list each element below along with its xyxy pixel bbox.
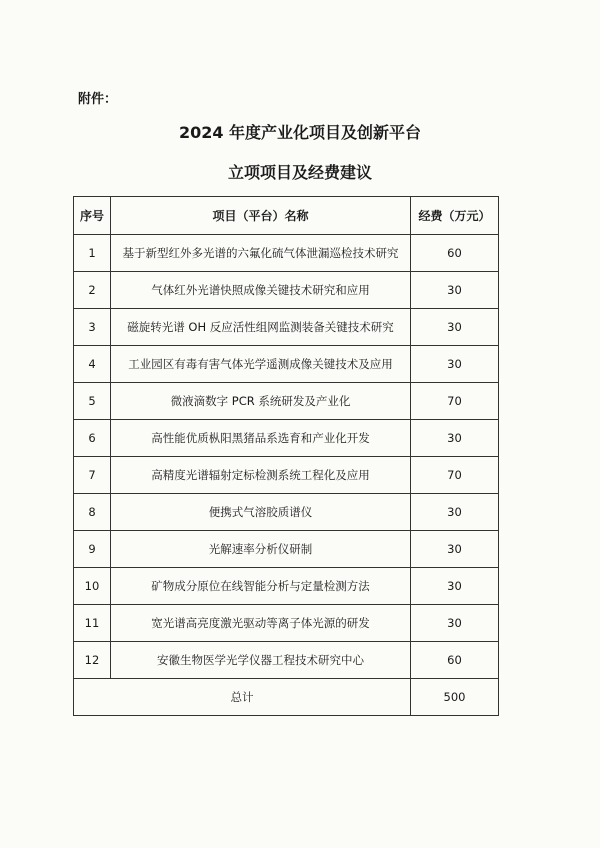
table-total-row <box>74 679 499 716</box>
funding-amount: 70 <box>411 457 499 494</box>
table-row <box>74 235 499 272</box>
funding-amount: 30 <box>411 346 499 383</box>
project-name: 基于新型红外多光谱的六氟化硫气体泄漏巡检技术研究 <box>111 235 411 272</box>
row-number: 12 <box>74 642 111 679</box>
header-funding: 经费（万元） <box>411 197 499 235</box>
funding-amount: 30 <box>411 309 499 346</box>
project-name: 工业园区有毒有害气体光学遥测成像关键技术及应用 <box>111 346 411 383</box>
table-row <box>74 605 499 642</box>
project-name: 宽光谱高亮度激光驱动等离子体光源的研发 <box>111 605 411 642</box>
funding-amount: 30 <box>411 605 499 642</box>
attachment-label: 附件： <box>78 92 118 107</box>
funding-amount: 30 <box>411 420 499 457</box>
row-number: 11 <box>74 605 111 642</box>
table-row <box>74 457 499 494</box>
row-number: 7 <box>74 457 111 494</box>
table-row <box>74 309 499 346</box>
project-funding-table <box>73 196 499 716</box>
project-name: 高精度光谱辐射定标检测系统工程化及应用 <box>111 457 411 494</box>
funding-amount: 30 <box>411 568 499 605</box>
table-header-row <box>74 197 499 235</box>
table-row <box>74 642 499 679</box>
project-name: 便携式气溶胶质谱仪 <box>111 494 411 531</box>
project-name: 高性能优质枞阳黑猪品系选育和产业化开发 <box>111 420 411 457</box>
table-row <box>74 346 499 383</box>
row-number: 5 <box>74 383 111 420</box>
table-row <box>74 494 499 531</box>
funding-amount: 30 <box>411 272 499 309</box>
row-number: 3 <box>74 309 111 346</box>
table-row <box>74 568 499 605</box>
header-serial-number: 序号 <box>74 197 111 235</box>
funding-amount: 30 <box>411 494 499 531</box>
funding-amount: 60 <box>411 642 499 679</box>
table-row <box>74 272 499 309</box>
row-number: 1 <box>74 235 111 272</box>
row-number: 10 <box>74 568 111 605</box>
table-row <box>74 383 499 420</box>
project-name: 微液滴数字 PCR 系统研发及产业化 <box>111 383 411 420</box>
funding-amount: 60 <box>411 235 499 272</box>
document-title-line2: 立项项目及经费建议 <box>227 163 372 182</box>
document-title-line1: 2024 年度产业化项目及创新平台 <box>178 123 422 142</box>
row-number: 9 <box>74 531 111 568</box>
project-name: 光解速率分析仪研制 <box>111 531 411 568</box>
row-number: 2 <box>74 272 111 309</box>
project-name: 气体红外光谱快照成像关键技术研究和应用 <box>111 272 411 309</box>
total-amount: 500 <box>411 679 499 716</box>
project-name: 磁旋转光谱 OH 反应活性组网监测装备关键技术研究 <box>111 309 411 346</box>
row-number: 4 <box>74 346 111 383</box>
project-name: 安徽生物医学光学仪器工程技术研究中心 <box>111 642 411 679</box>
table-row <box>74 420 499 457</box>
row-number: 6 <box>74 420 111 457</box>
header-project-name: 项目（平台）名称 <box>111 197 411 235</box>
row-number: 8 <box>74 494 111 531</box>
funding-amount: 70 <box>411 383 499 420</box>
funding-amount: 30 <box>411 531 499 568</box>
table-row <box>74 531 499 568</box>
total-label: 总计 <box>74 679 411 716</box>
project-name: 矿物成分原位在线智能分析与定量检测方法 <box>111 568 411 605</box>
